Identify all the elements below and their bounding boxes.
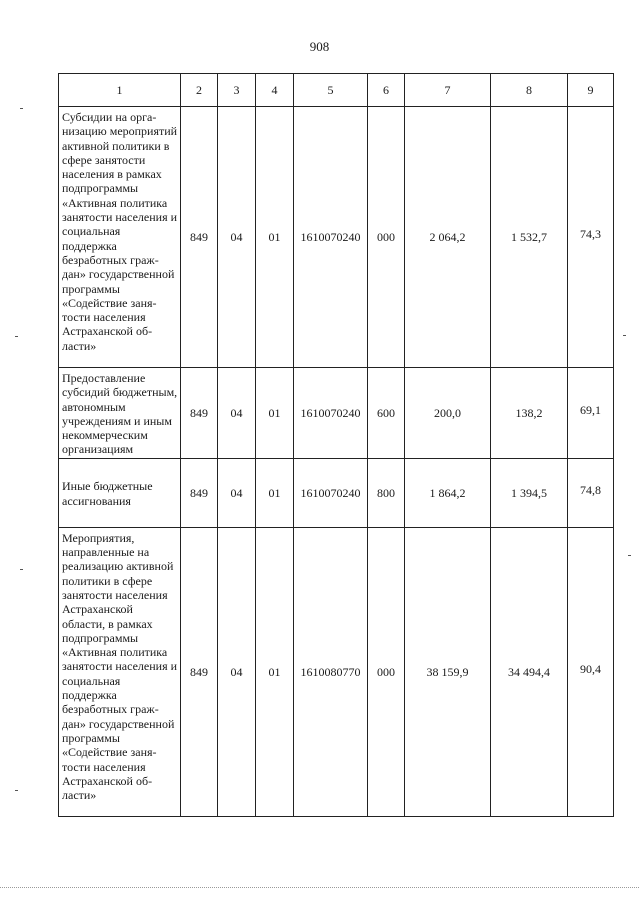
- cell-percent: 69,1: [568, 368, 614, 459]
- cell-expense-type: 800: [368, 458, 405, 527]
- cell-subsection: 01: [256, 368, 294, 459]
- scan-speck: [15, 336, 18, 337]
- cell-actual: 1 532,7: [491, 107, 568, 368]
- cell-plan: 1 864,2: [405, 458, 491, 527]
- column-header: 9: [568, 74, 614, 107]
- cell-plan: 38 159,9: [405, 527, 491, 816]
- cell-section: 04: [218, 527, 256, 816]
- cell-target-article: 1610070240: [294, 107, 368, 368]
- cell-section: 04: [218, 458, 256, 527]
- row-description: Мероприятия, направленные на реализацию активной политики в сфере занятости населения Астраханской области, в рамках подпрограммы «Активная политика занятости населения и социальная поддержка безработных граждан» государственной программы «Содействие занятости населения Астраханской области»: [59, 527, 181, 816]
- table-row: [59, 107, 614, 368]
- column-header: 6: [368, 74, 405, 107]
- column-header: 2: [181, 74, 218, 107]
- cell-ministry-code: 849: [181, 107, 218, 368]
- row-description: Субсидии на организацию мероприятий активной политики в сфере занятости населения в рамках подпрограммы «Активная политика занятости населения и социальная поддержка безработных граждан» государственной программы «Содействие занятости населения Астраханской области»: [59, 107, 181, 368]
- row-description: Иные бюджетные ассигнования: [59, 458, 181, 527]
- cell-percent: 74,3: [568, 107, 614, 368]
- cell-percent: 74,8: [568, 458, 614, 527]
- scan-speck: [15, 790, 18, 791]
- scan-speck: [20, 569, 23, 570]
- table-row: [59, 527, 614, 816]
- row-description: Предоставление субсидий бюджетным, автономным учреждениям и иным некоммерческим организациям: [59, 368, 181, 459]
- cell-actual: 34 494,4: [491, 527, 568, 816]
- cell-target-article: 1610070240: [294, 458, 368, 527]
- cell-expense-type: 000: [368, 527, 405, 816]
- budget-table: [58, 73, 614, 817]
- column-header: 8: [491, 74, 568, 107]
- cell-section: 04: [218, 107, 256, 368]
- cell-target-article: 1610080770: [294, 527, 368, 816]
- cell-ministry-code: 849: [181, 527, 218, 816]
- cell-plan: 200,0: [405, 368, 491, 459]
- cell-expense-type: 000: [368, 107, 405, 368]
- cell-actual: 1 394,5: [491, 458, 568, 527]
- table-row: [59, 368, 614, 459]
- cell-section: 04: [218, 368, 256, 459]
- scan-speck: [623, 335, 626, 336]
- scan-edge-line: [0, 887, 639, 888]
- column-header: 5: [294, 74, 368, 107]
- cell-subsection: 01: [256, 527, 294, 816]
- cell-expense-type: 600: [368, 368, 405, 459]
- cell-subsection: 01: [256, 458, 294, 527]
- cell-ministry-code: 849: [181, 368, 218, 459]
- cell-subsection: 01: [256, 107, 294, 368]
- cell-percent: 90,4: [568, 527, 614, 816]
- page-number: 908: [309, 39, 330, 54]
- table-row: [59, 458, 614, 527]
- table-header-row: [59, 74, 614, 107]
- scan-speck: [20, 108, 23, 109]
- column-header: 7: [405, 74, 491, 107]
- column-header: 3: [218, 74, 256, 107]
- scan-speck: [628, 555, 631, 556]
- cell-actual: 138,2: [491, 368, 568, 459]
- cell-plan: 2 064,2: [405, 107, 491, 368]
- cell-target-article: 1610070240: [294, 368, 368, 459]
- cell-ministry-code: 849: [181, 458, 218, 527]
- column-header: 1: [59, 74, 181, 107]
- column-header: 4: [256, 74, 294, 107]
